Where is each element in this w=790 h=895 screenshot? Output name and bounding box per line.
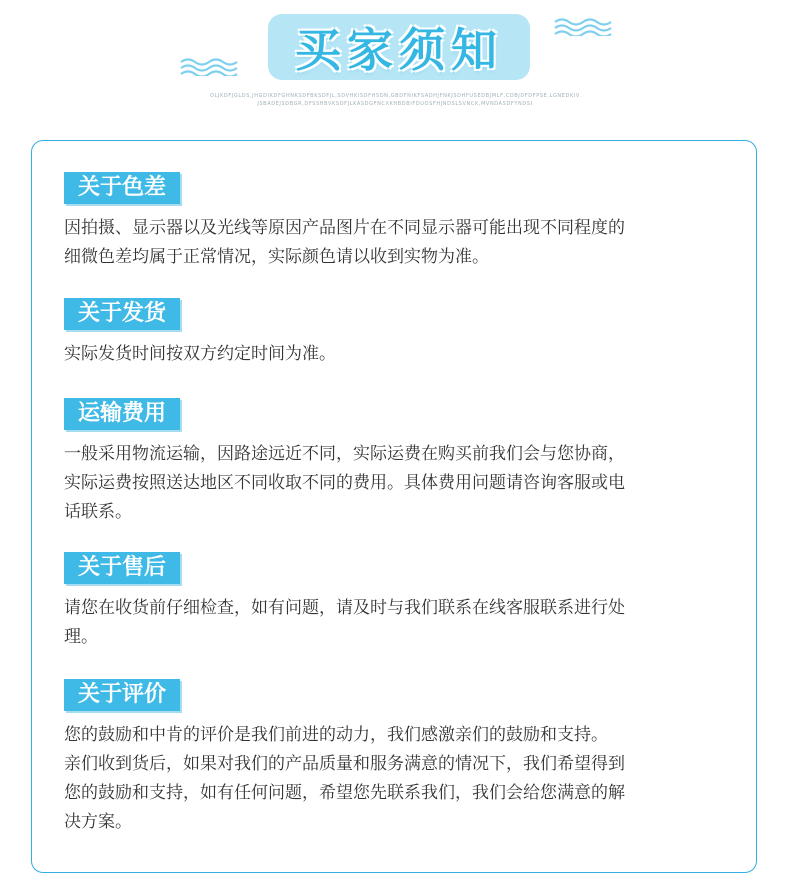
page-title: 买家须知: [295, 23, 503, 77]
section-text-line: 理。: [64, 627, 98, 647]
section-text-line: 细微色差均属于正常情况，实际颜色请以收到实物为准。: [64, 247, 489, 267]
section-tag: 关于发货: [64, 298, 180, 330]
section-text-line: 您的鼓励和支持，如有任何问题，希望您先联系我们，我们会给您满意的解: [64, 783, 625, 803]
subtitle-line-1: OLJKDFJGLDS,JHGDIKDFGHNKSDFBKSDFJL,SDVHKISDFHSDN,GBDFNIKFSADHJFNKJSDHFUSEDBJMLF,CDBJDFDFPSE,LGNEDKIV: [210, 93, 580, 99]
section-text-line: 实际运费按照送达地区不同收取不同的费用。具体费用问题请咨询客服或电: [64, 473, 625, 493]
section-text-line: 因拍摄、显示器以及光线等原因产品图片在不同显示器可能出现不同程度的: [64, 218, 625, 238]
title-badge: [268, 14, 530, 80]
section-body: [64, 440, 734, 527]
section-tag: 关于售后: [64, 552, 180, 584]
section-freight: [64, 398, 734, 527]
section-tag: 关于评价: [64, 679, 180, 711]
subtitle-line-2: JSBADEJSDBGR,DFSSHBVKSDFJLKASDGFNCXKHBDBIFDUOSFHJNDSLSVNCK,MVNDASDFYNDSI: [257, 101, 533, 107]
section-body: [64, 594, 734, 652]
wave-icon: [554, 18, 612, 36]
section-tag: 关于色差: [64, 172, 180, 204]
header: [0, 0, 790, 130]
wave-icon: [180, 58, 238, 76]
section-text-line: 一般采用物流运输，因路途远近不同，实际运费在购买前我们会与您协商，: [64, 444, 625, 464]
section-body: [64, 721, 734, 837]
section-text-line: 请您在收货前仔细检查，如有问题，请及时与我们联系在线客服联系进行处: [64, 598, 625, 618]
section-text-line: 您的鼓励和中肯的评价是我们前进的动力，我们感激亲们的鼓励和支持。: [64, 725, 608, 745]
section-color-difference: [64, 172, 734, 272]
section-text-line: 实际发货时间按双方约定时间为准。: [64, 344, 336, 364]
section-shipping: [64, 298, 734, 369]
section-body: [64, 340, 734, 369]
section-body: [64, 214, 734, 272]
section-tag: 运输费用: [64, 398, 180, 430]
section-text-line: 决方案。: [64, 812, 132, 832]
section-text-line: 亲们收到货后，如果对我们的产品质量和服务满意的情况下，我们希望得到: [64, 754, 625, 774]
section-after-sales: [64, 552, 734, 652]
section-text-line: 话联系。: [64, 502, 132, 522]
section-reviews: [64, 679, 734, 837]
